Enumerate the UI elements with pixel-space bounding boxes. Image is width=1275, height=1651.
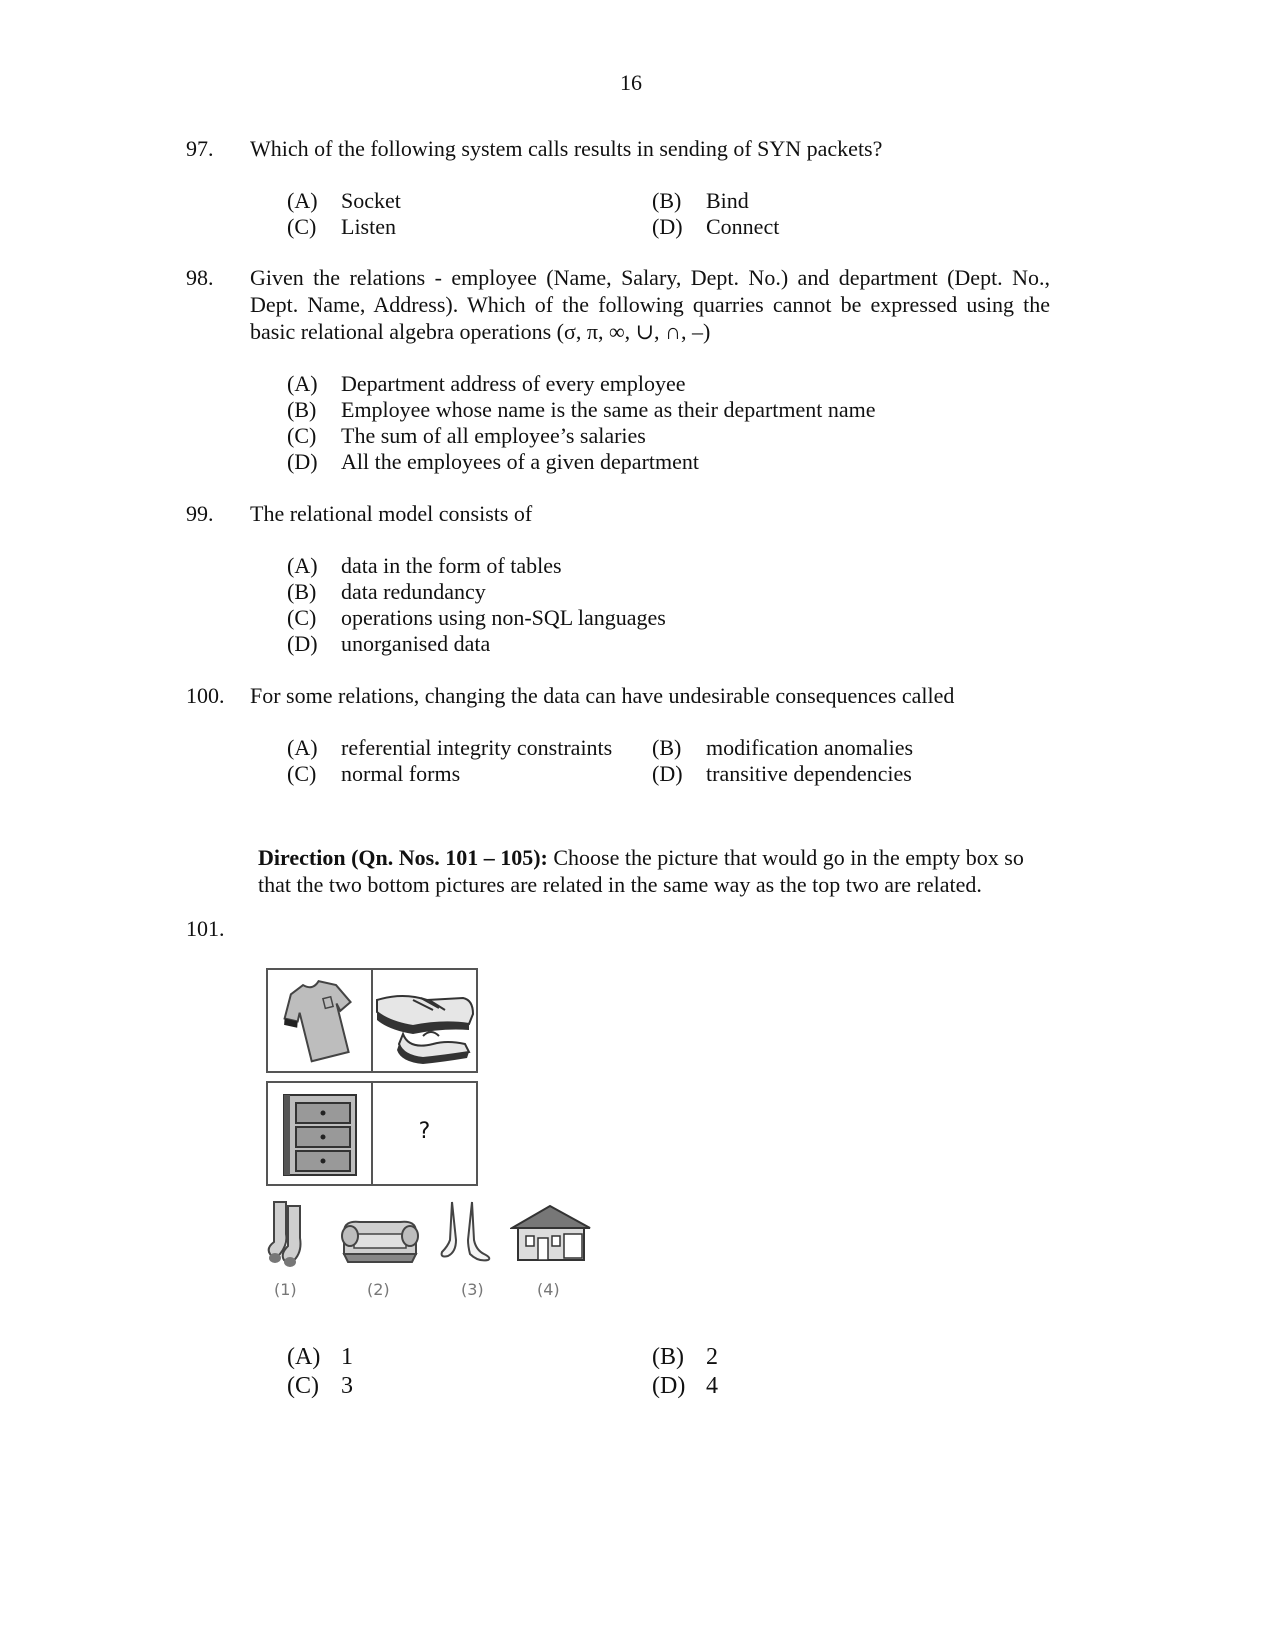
- sneakers-icon: [373, 970, 476, 1071]
- option-label-b: (B): [287, 397, 317, 422]
- option-label-d: (D): [652, 214, 683, 239]
- option-text-c: The sum of all employee’s salaries: [341, 423, 646, 448]
- figure-box-empty: [371, 1081, 478, 1186]
- feet-icon: [438, 1200, 498, 1268]
- direction-heading: Direction (Qn. Nos. 101 – 105):: [258, 845, 548, 870]
- question-number: 99.: [186, 501, 214, 526]
- option-label-a: (A): [287, 1344, 321, 1370]
- option-text-b: 2: [706, 1344, 718, 1370]
- question-number: 101.: [186, 916, 225, 941]
- choice-label-4: (4): [537, 1280, 560, 1299]
- option-label-c: (C): [287, 605, 317, 630]
- question-text-line: Dept. Name, Address). Which of the following quarries cannot be expressed using the: [250, 292, 1050, 317]
- option-label-a: (A): [287, 553, 318, 578]
- option-label-b: (B): [652, 1344, 684, 1370]
- figure-box-shirt: [266, 968, 373, 1073]
- option-text-c: 3: [341, 1373, 353, 1399]
- house-icon: [510, 1204, 592, 1264]
- option-text-a: Socket: [341, 188, 401, 213]
- figure-box-dresser: [266, 1081, 373, 1186]
- socks-icon: [266, 1198, 316, 1270]
- option-label-c: (C): [287, 214, 317, 239]
- question-text: Which of the following system calls results in sending of SYN packets?: [250, 136, 883, 161]
- question-mark: ?: [418, 1119, 431, 1144]
- figure-box-shoes: [371, 968, 478, 1073]
- option-label-c: (C): [287, 423, 317, 448]
- option-label-a: (A): [287, 371, 318, 396]
- question-number: 97.: [186, 136, 214, 161]
- question-text: For some relations, changing the data can have undesirable consequences called: [250, 683, 955, 708]
- option-text-a: referential integrity constraints: [341, 735, 613, 760]
- option-label-d: (D): [652, 1373, 686, 1399]
- direction-text: Choose the picture that would go in the empty box so that the two bottom pictures are related in the same way as the top two are related.: [258, 845, 1024, 897]
- option-text-d: All the employees of a given department: [341, 449, 699, 474]
- question-number: 100.: [186, 683, 225, 708]
- option-label-c: (C): [287, 1373, 319, 1399]
- page-number: 16: [620, 70, 642, 95]
- option-text-b: Bind: [706, 188, 749, 213]
- question-text-line: Given the relations - employee (Name, Salary, Dept. No.) and department (Dept. No.,: [250, 265, 1050, 290]
- option-label-d: (D): [287, 449, 318, 474]
- question-text: The relational model consists of: [250, 501, 533, 526]
- option-text-a: 1: [341, 1344, 353, 1370]
- option-text-a: data in the form of tables: [341, 553, 562, 578]
- option-label-d: (D): [652, 761, 683, 786]
- option-text-c: operations using non-SQL languages: [341, 605, 666, 630]
- choice-label-2: (2): [367, 1280, 390, 1299]
- tshirt-icon: [268, 970, 371, 1071]
- option-label-d: (D): [287, 631, 318, 656]
- option-text-d: 4: [706, 1373, 718, 1399]
- question-text-line: basic relational algebra operations (σ, π, ∞, ∪, ∩, –): [250, 319, 711, 344]
- option-text-d: unorganised data: [341, 631, 491, 656]
- option-label-b: (B): [652, 735, 682, 760]
- option-text-a: Department address of every employee: [341, 371, 686, 396]
- option-text-c: normal forms: [341, 761, 461, 786]
- option-text-b: Employee whose name is the same as their department name: [341, 397, 876, 422]
- option-text-d: Connect: [706, 214, 780, 239]
- option-text-b: data redundancy: [341, 579, 486, 604]
- direction-paragraph: [258, 844, 1058, 898]
- dresser-icon: [268, 1083, 371, 1184]
- option-label-a: (A): [287, 735, 318, 760]
- choice-label-3: (3): [461, 1280, 484, 1299]
- choice-label-1: (1): [274, 1280, 297, 1299]
- option-text-d: transitive dependencies: [706, 761, 912, 786]
- option-label-a: (A): [287, 188, 318, 213]
- option-text-b: modification anomalies: [706, 735, 914, 760]
- option-label-c: (C): [287, 761, 317, 786]
- option-text-c: Listen: [341, 214, 396, 239]
- option-label-b: (B): [652, 188, 682, 213]
- sofa-icon: [340, 1214, 420, 1266]
- question-number: 98.: [186, 265, 214, 290]
- option-label-b: (B): [287, 579, 317, 604]
